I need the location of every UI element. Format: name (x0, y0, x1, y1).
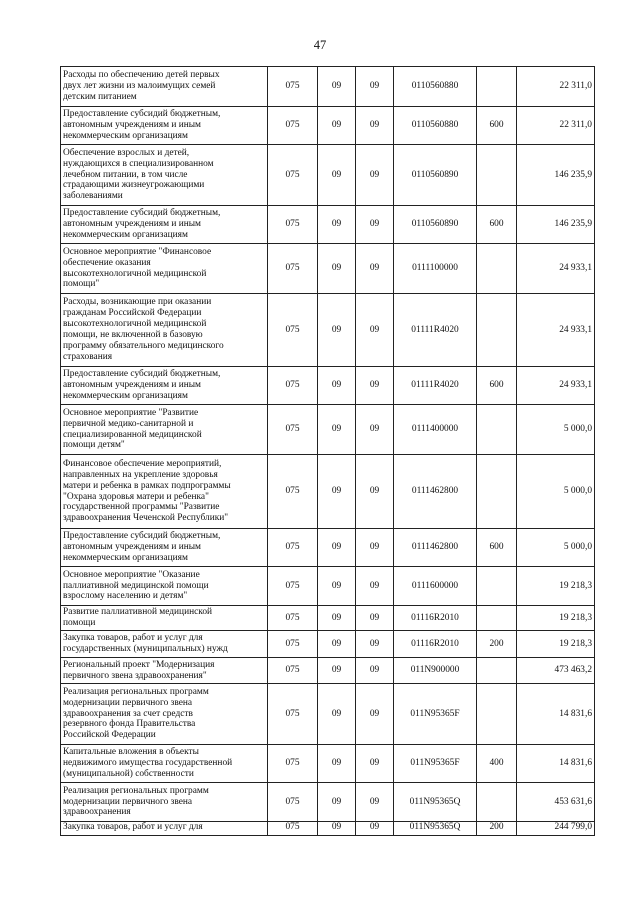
row-expense-type (477, 658, 517, 684)
row-description: Развитие паллиативной медицинской помощи (61, 606, 268, 631)
row-amount: 19 218,3 (517, 606, 595, 631)
table-row (61, 606, 595, 631)
row-ministry-code: 075 (268, 529, 318, 567)
table-row (61, 745, 595, 783)
row-ministry-code: 075 (268, 606, 318, 631)
row-description: Основное мероприятие "Оказание паллиативной медицинской помощи взрослому населению и детям" (61, 567, 268, 606)
row-ministry-code: 075 (268, 745, 318, 783)
table-row (61, 529, 595, 567)
table-row (61, 367, 595, 405)
row-expense-type: 400 (477, 745, 517, 783)
row-subsection-code: 09 (356, 206, 394, 244)
row-target-article: 01111R4020 (394, 294, 477, 367)
row-subsection-code: 09 (356, 367, 394, 405)
row-description: Финансовое обеспечение мероприятий, направленных на укрепление здоровья матери и ребенка в рамках подпрограммы "Охрана здоровья матери и ребенка" государственной программы "Развитие здравоохранения Чеченской Республики" (61, 455, 268, 529)
budget-table (60, 66, 595, 836)
row-target-article: 0111462800 (394, 529, 477, 567)
row-amount: 146 235,9 (517, 145, 595, 206)
row-target-article: 011N95365F (394, 684, 477, 745)
row-subsection-code: 09 (356, 107, 394, 145)
row-target-article: 011N95365F (394, 745, 477, 783)
table-row (61, 294, 595, 367)
table-row (61, 67, 595, 107)
row-subsection-code: 09 (356, 67, 394, 107)
row-target-article: 0111462800 (394, 455, 477, 529)
row-section-code: 09 (318, 783, 356, 822)
row-amount: 24 933,1 (517, 367, 595, 405)
row-expense-type (477, 405, 517, 455)
row-target-article: 01116R2010 (394, 631, 477, 658)
table-row (61, 455, 595, 529)
row-ministry-code: 075 (268, 631, 318, 658)
row-amount: 24 933,1 (517, 294, 595, 367)
row-section-code: 09 (318, 107, 356, 145)
table-row (61, 567, 595, 606)
row-target-article: 011N900000 (394, 658, 477, 684)
row-target-article: 01116R2010 (394, 606, 477, 631)
row-target-article: 0111400000 (394, 405, 477, 455)
row-ministry-code: 075 (268, 206, 318, 244)
row-target-article: 0110560890 (394, 206, 477, 244)
row-expense-type (477, 67, 517, 107)
table-row (61, 107, 595, 145)
row-subsection-code: 09 (356, 244, 394, 294)
row-amount: 22 311,0 (517, 67, 595, 107)
row-expense-type (477, 567, 517, 606)
row-expense-type (477, 244, 517, 294)
row-subsection-code: 09 (356, 606, 394, 631)
row-ministry-code: 075 (268, 822, 318, 836)
row-description: Предоставление субсидий бюджетным, автономным учреждениям и иным некоммерческим организациям (61, 529, 268, 567)
row-subsection-code: 09 (356, 455, 394, 529)
row-description: Закупка товаров, работ и услуг для (61, 822, 268, 836)
row-description: Обеспечение взрослых и детей, нуждающихся в специализированном лечебном питании, в том числе страдающими жизнеугрожающими заболеваниями (61, 145, 268, 206)
row-ministry-code: 075 (268, 145, 318, 206)
row-target-article: 01111R4020 (394, 367, 477, 405)
row-subsection-code: 09 (356, 529, 394, 567)
row-description: Реализация региональных программ модернизации первичного звена здравоохранения (61, 783, 268, 822)
row-subsection-code: 09 (356, 658, 394, 684)
row-section-code: 09 (318, 684, 356, 745)
row-amount: 5 000,0 (517, 455, 595, 529)
row-target-article: 0110560880 (394, 67, 477, 107)
row-subsection-code: 09 (356, 145, 394, 206)
budget-table-body (61, 67, 595, 836)
row-subsection-code: 09 (356, 783, 394, 822)
row-section-code: 09 (318, 631, 356, 658)
table-row (61, 658, 595, 684)
row-section-code: 09 (318, 244, 356, 294)
row-ministry-code: 075 (268, 567, 318, 606)
row-amount: 473 463,2 (517, 658, 595, 684)
row-section-code: 09 (318, 405, 356, 455)
row-target-article: 0111100000 (394, 244, 477, 294)
row-target-article: 011N95365Q (394, 783, 477, 822)
row-description: Предоставление субсидий бюджетным, автономным учреждениям и иным некоммерческим организациям (61, 206, 268, 244)
row-amount: 24 933,1 (517, 244, 595, 294)
row-section-code: 09 (318, 529, 356, 567)
row-section-code: 09 (318, 455, 356, 529)
row-subsection-code: 09 (356, 822, 394, 836)
row-subsection-code: 09 (356, 631, 394, 658)
row-expense-type: 600 (477, 107, 517, 145)
row-section-code: 09 (318, 145, 356, 206)
row-section-code: 09 (318, 658, 356, 684)
row-section-code: 09 (318, 745, 356, 783)
row-amount: 244 799,0 (517, 822, 595, 836)
row-amount: 22 311,0 (517, 107, 595, 145)
row-description: Закупка товаров, работ и услуг для государственных (муниципальных) нужд (61, 631, 268, 658)
row-section-code: 09 (318, 367, 356, 405)
row-amount: 453 631,6 (517, 783, 595, 822)
row-amount: 14 831,6 (517, 745, 595, 783)
row-expense-type (477, 294, 517, 367)
table-row (61, 405, 595, 455)
row-ministry-code: 075 (268, 783, 318, 822)
table-row (61, 145, 595, 206)
row-expense-type (477, 455, 517, 529)
row-description: Предоставление субсидий бюджетным, автономным учреждениям и иным некоммерческим организациям (61, 107, 268, 145)
row-target-article: 0110560890 (394, 145, 477, 206)
row-amount: 19 218,3 (517, 567, 595, 606)
row-section-code: 09 (318, 822, 356, 836)
row-ministry-code: 075 (268, 367, 318, 405)
row-ministry-code: 075 (268, 405, 318, 455)
row-amount: 5 000,0 (517, 405, 595, 455)
row-subsection-code: 09 (356, 567, 394, 606)
table-row (61, 684, 595, 745)
row-description: Реализация региональных программ модернизации первичного звена здравоохранения за счет средств резервного фонда Правительства Российской Федерации (61, 684, 268, 745)
page-number: 47 (313, 38, 327, 52)
row-subsection-code: 09 (356, 405, 394, 455)
row-expense-type: 200 (477, 822, 517, 836)
row-expense-type (477, 783, 517, 822)
row-description: Расходы, возникающие при оказании гражданам Российской Федерации высокотехнологичной медицинской помощи, не включенной в базовую программу обязательного медицинского страхования (61, 294, 268, 367)
row-target-article: 011N95365Q (394, 822, 477, 836)
row-expense-type (477, 684, 517, 745)
row-section-code: 09 (318, 606, 356, 631)
row-section-code: 09 (318, 567, 356, 606)
row-section-code: 09 (318, 294, 356, 367)
row-expense-type (477, 606, 517, 631)
row-expense-type: 200 (477, 631, 517, 658)
row-expense-type: 600 (477, 367, 517, 405)
row-description: Предоставление субсидий бюджетным, автономным учреждениям и иным некоммерческим организациям (61, 367, 268, 405)
row-subsection-code: 09 (356, 684, 394, 745)
row-expense-type (477, 145, 517, 206)
row-ministry-code: 075 (268, 455, 318, 529)
row-description: Капитальные вложения в объекты недвижимого имущества государственной (муниципальной) собственности (61, 745, 268, 783)
row-expense-type: 600 (477, 529, 517, 567)
table-row (61, 783, 595, 822)
row-description: Основное мероприятие "Финансовое обеспечение оказания высокотехнологичной медицинской помощи" (61, 244, 268, 294)
row-ministry-code: 075 (268, 684, 318, 745)
row-ministry-code: 075 (268, 107, 318, 145)
row-description: Региональный проект "Модернизация первичного звена здравоохранения" (61, 658, 268, 684)
row-amount: 5 000,0 (517, 529, 595, 567)
row-description: Расходы по обеспечению детей первых двух лет жизни из малоимущих семей детским питанием (61, 67, 268, 107)
row-target-article: 0110560880 (394, 107, 477, 145)
row-amount: 146 235,9 (517, 206, 595, 244)
row-subsection-code: 09 (356, 294, 394, 367)
table-row (61, 206, 595, 244)
row-section-code: 09 (318, 206, 356, 244)
row-ministry-code: 075 (268, 244, 318, 294)
row-amount: 14 831,6 (517, 684, 595, 745)
table-row (61, 244, 595, 294)
row-ministry-code: 075 (268, 67, 318, 107)
row-subsection-code: 09 (356, 745, 394, 783)
row-ministry-code: 075 (268, 658, 318, 684)
row-section-code: 09 (318, 67, 356, 107)
table-row (61, 822, 595, 836)
row-description: Основное мероприятие "Развитие первичной медико-санитарной и специализированной медицинской помощи детям" (61, 405, 268, 455)
row-ministry-code: 075 (268, 294, 318, 367)
row-target-article: 0111600000 (394, 567, 477, 606)
row-expense-type: 600 (477, 206, 517, 244)
row-amount: 19 218,3 (517, 631, 595, 658)
table-row (61, 631, 595, 658)
